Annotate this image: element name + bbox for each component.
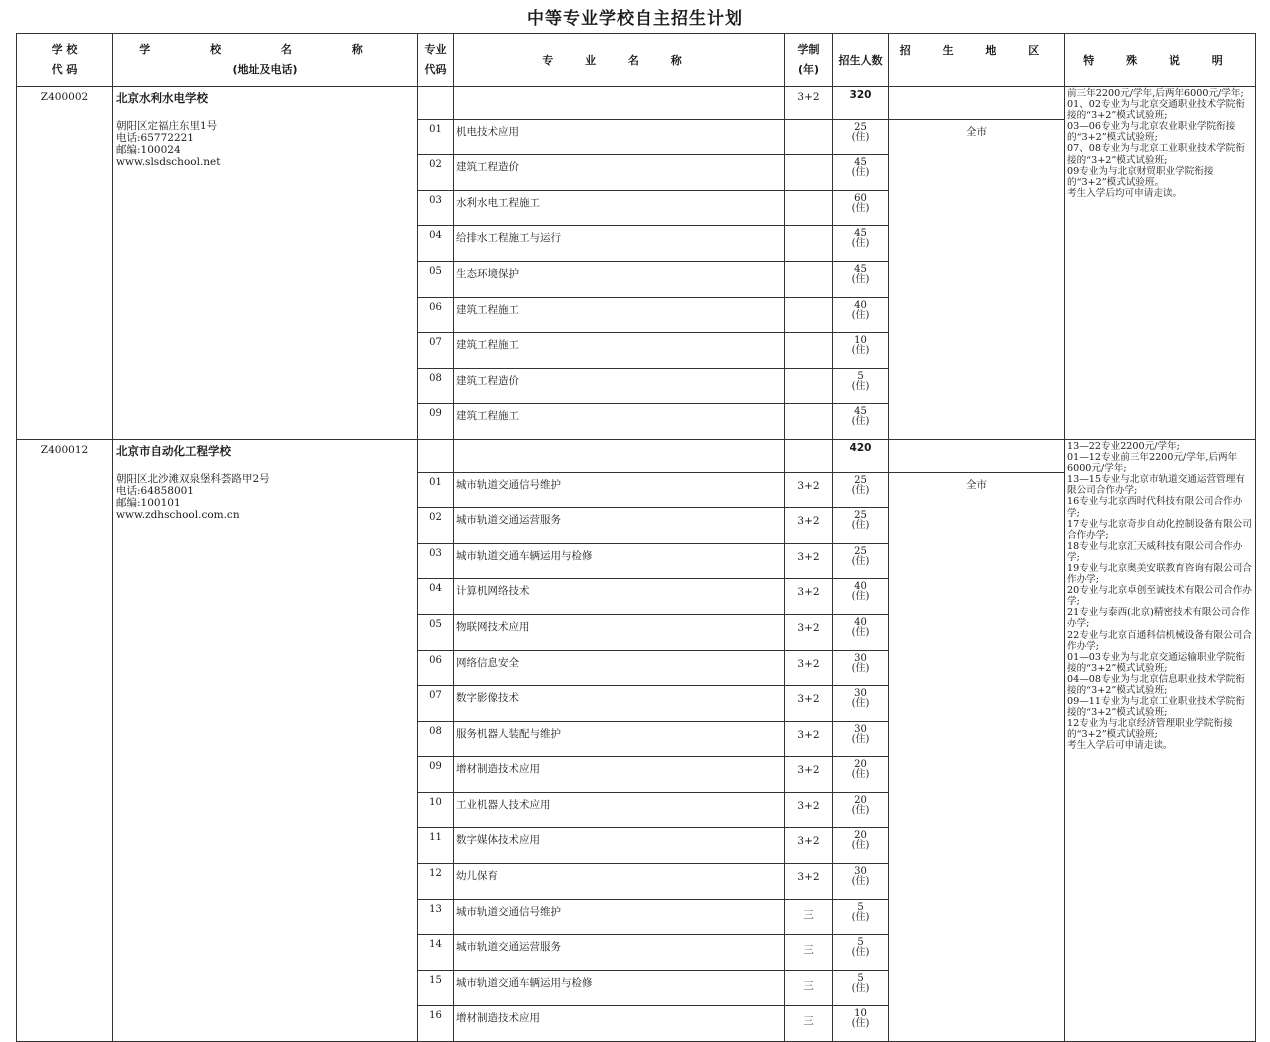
school-summary-row (17, 439, 1256, 472)
major-code: 05 (418, 261, 454, 297)
major-name: 城市轨道交通车辆运用与检修 (454, 543, 785, 579)
header-major-name: 专 业 名 称 (454, 34, 785, 87)
count-value: 25 (854, 545, 867, 557)
page-title: 中等专业学校自主招生计划 (527, 9, 743, 29)
boarding-note: (住) (851, 273, 870, 285)
enroll-region: 全市 (889, 119, 1065, 439)
major-name: 物联网技术应用 (454, 614, 785, 650)
major-name: 给排水工程施工与运行 (454, 226, 785, 262)
enrollment-table (16, 33, 1256, 1042)
major-count (833, 155, 889, 191)
special-notes: 13—22专业2200元/学年; 01—12专业前三年2200元/学年,后两年6000元/学年; 13—15专业与北京市轨道交通运营管理有限公司合作办学; 16专业与北京西时代科技有限公司合作办学; 17专业与北京奇步自动化控制设备有限公司合作办学; 18专业与北京汇天威科技有限公司合作办学; 19专业与北京奥美安联教育咨询有限公司合作办学; 20专业与北京卓创至诚技术有限公司合作办学; 21专业与泰西(北京)精密技术有限公司合作办学; 22专业与北京百通科信机械设备有限公司合作办学; 01—03专业为与北京交通运输职业学院衔接的“3+2”模式试验班; 04—08专业为与北京信息职业技术学院衔接的“3+2”模式试验班; 09—11专业为与北京工业职业技术学院衔接的“3+2”模式试验班; 12专业为与北京经济管理职业学院衔接的“3+2”模式试验班; 考生入学后可申请走读。 (1065, 439, 1256, 1041)
major-code: 03 (418, 543, 454, 579)
major-name: 数字媒体技术应用 (454, 828, 785, 864)
major-name: 增材制造技术应用 (454, 757, 785, 793)
count-value: 5 (857, 937, 864, 949)
boarding-note: (住) (851, 911, 870, 923)
boarding-note: (住) (851, 309, 870, 321)
major-duration (785, 190, 833, 226)
major-duration (785, 261, 833, 297)
major-name: 城市轨道交通运营服务 (454, 508, 785, 544)
boarding-note: (住) (851, 380, 870, 392)
count-value: 40 (854, 616, 867, 628)
major-code: 02 (418, 508, 454, 544)
major-duration: 3+2 (785, 864, 833, 900)
major-code: 06 (418, 297, 454, 333)
major-duration: 3+2 (785, 543, 833, 579)
major-name: 建筑工程造价 (454, 155, 785, 191)
count-value: 45 (854, 228, 867, 240)
count-value: 10 (854, 335, 867, 347)
major-name: 增材制造技术应用 (454, 1006, 785, 1042)
count-value: 45 (854, 263, 867, 275)
count-value: 40 (854, 581, 867, 593)
major-duration: 三 (785, 935, 833, 971)
boarding-note: (住) (851, 662, 870, 674)
major-name: 生态环境保护 (454, 261, 785, 297)
major-name: 城市轨道交通车辆运用与检修 (454, 970, 785, 1006)
major-duration: 3+2 (785, 508, 833, 544)
school-cell (113, 439, 418, 1041)
count-value: 20 (854, 794, 867, 806)
school-code: Z400012 (17, 439, 113, 1041)
major-duration: 3+2 (785, 614, 833, 650)
total-count: 320 (833, 87, 889, 120)
major-duration (785, 155, 833, 191)
major-code: 06 (418, 650, 454, 686)
count-value: 25 (854, 121, 867, 133)
header-school-code: 学 校 代 码 (17, 34, 113, 87)
count-value: 20 (854, 759, 867, 771)
major-count (833, 650, 889, 686)
count-value: 60 (854, 192, 867, 204)
major-count (833, 828, 889, 864)
boarding-note: (住) (851, 698, 870, 710)
school-code: Z400002 (17, 87, 113, 440)
major-code: 08 (418, 368, 454, 404)
boarding-note: (住) (851, 238, 870, 250)
major-code: 11 (418, 828, 454, 864)
major-count (833, 333, 889, 369)
major-name: 建筑工程施工 (454, 297, 785, 333)
major-name: 建筑工程造价 (454, 368, 785, 404)
boarding-note: (住) (851, 626, 870, 638)
major-count (833, 368, 889, 404)
major-duration (785, 297, 833, 333)
major-count (833, 970, 889, 1006)
major-name: 计算机网络技术 (454, 579, 785, 615)
major-count (833, 297, 889, 333)
major-count (833, 864, 889, 900)
major-name: 城市轨道交通信号维护 (454, 899, 785, 935)
school-summary-row (17, 87, 1256, 120)
major-code: 07 (418, 333, 454, 369)
major-duration: 三 (785, 970, 833, 1006)
major-duration (785, 368, 833, 404)
summary-major-code (418, 439, 454, 472)
major-code: 05 (418, 614, 454, 650)
boarding-note: (住) (851, 840, 870, 852)
major-count (833, 119, 889, 155)
count-value: 25 (854, 474, 867, 486)
major-count (833, 899, 889, 935)
major-count (833, 508, 889, 544)
school-cell (113, 87, 418, 440)
school-contact: 朝阳区定福庄东里1号 电话:65772221 邮编:100024 www.slsdschool.net (116, 120, 221, 168)
summary-major-name (454, 439, 785, 472)
table-body (17, 87, 1256, 1042)
boarding-note: (住) (851, 804, 870, 816)
school-name: 北京市自动化工程学校 (116, 443, 231, 458)
major-name: 城市轨道交通信号维护 (454, 472, 785, 508)
major-count (833, 472, 889, 508)
major-name: 服务机器人装配与维护 (454, 721, 785, 757)
boarding-note: (住) (851, 591, 870, 603)
total-count: 420 (833, 439, 889, 472)
special-notes: 前三年2200元/学年,后两年6000元/学年; 01、02专业为与北京交通职业技术学院衔接的“3+2”模式试验班; 03—06专业为与北京农业职业学院衔接的“3+2”模式试验班; 07、08专业为与北京工业职业技术学院衔接的“3+2”模式试验班; 09专业为与北京财贸职业学院衔接的“3+2”模式试验班。 考生入学后均可申请走读。 (1065, 87, 1256, 440)
count-value: 30 (854, 652, 867, 664)
boarding-note: (住) (851, 484, 870, 496)
major-name: 幼儿保育 (454, 864, 785, 900)
major-count (833, 579, 889, 615)
summary-region (889, 87, 1065, 120)
boarding-note: (住) (851, 1018, 870, 1030)
boarding-note: (住) (851, 947, 870, 959)
major-count (833, 721, 889, 757)
major-code: 14 (418, 935, 454, 971)
major-duration: 3+2 (785, 579, 833, 615)
boarding-note: (住) (851, 520, 870, 532)
count-value: 25 (854, 510, 867, 522)
major-duration: 3+2 (785, 650, 833, 686)
major-duration: 三 (785, 1006, 833, 1042)
major-name: 水利水电工程施工 (454, 190, 785, 226)
count-value: 45 (854, 406, 867, 418)
header-notes: 特 殊 说 明 (1065, 34, 1256, 87)
major-name: 城市轨道交通运营服务 (454, 935, 785, 971)
major-count (833, 935, 889, 971)
major-count (833, 226, 889, 262)
major-code: 08 (418, 721, 454, 757)
header-duration: 学制 (年) (785, 34, 833, 87)
major-duration (785, 119, 833, 155)
header-row (17, 34, 1256, 87)
major-duration (785, 226, 833, 262)
count-value: 30 (854, 688, 867, 700)
major-code: 13 (418, 899, 454, 935)
major-duration: 3+2 (785, 757, 833, 793)
summary-major-code (418, 87, 454, 120)
school-contact: 朝阳区北沙滩双泉堡科荟路甲2号 电话:64858001 邮编:100101 www.zdhschool.com.cn (116, 472, 270, 521)
major-duration: 3+2 (785, 828, 833, 864)
major-name: 工业机器人技术应用 (454, 792, 785, 828)
count-value: 10 (854, 1008, 867, 1020)
boarding-note: (住) (851, 167, 870, 179)
boarding-note: (住) (851, 416, 870, 428)
header-school-name: 学 校 名 称 (地址及电话) (113, 34, 418, 87)
major-count (833, 190, 889, 226)
school-name: 北京水利水电学校 (116, 91, 208, 105)
major-count (833, 686, 889, 722)
major-name: 数字影像技术 (454, 686, 785, 722)
major-name: 网络信息安全 (454, 650, 785, 686)
count-value: 5 (857, 370, 864, 382)
count-value: 30 (854, 723, 867, 735)
boarding-note: (住) (851, 131, 870, 143)
header-major-code: 专业 代码 (418, 34, 454, 87)
count-value: 30 (854, 866, 867, 878)
major-duration (785, 333, 833, 369)
count-value: 5 (857, 972, 864, 984)
count-value: 45 (854, 157, 867, 169)
major-code: 04 (418, 579, 454, 615)
major-code: 01 (418, 119, 454, 155)
boarding-note: (住) (851, 733, 870, 745)
major-count (833, 757, 889, 793)
boarding-note: (住) (851, 555, 870, 567)
boarding-note: (住) (851, 982, 870, 994)
major-code: 03 (418, 190, 454, 226)
major-duration: 3+2 (785, 686, 833, 722)
boarding-note: (住) (851, 769, 870, 781)
major-count (833, 543, 889, 579)
major-count (833, 792, 889, 828)
major-code: 15 (418, 970, 454, 1006)
major-code: 12 (418, 864, 454, 900)
major-count (833, 404, 889, 440)
major-code: 01 (418, 472, 454, 508)
major-code: 04 (418, 226, 454, 262)
major-code: 07 (418, 686, 454, 722)
major-count (833, 1006, 889, 1042)
major-duration (785, 404, 833, 440)
boarding-note: (住) (851, 202, 870, 214)
major-code: 02 (418, 155, 454, 191)
major-name: 建筑工程施工 (454, 333, 785, 369)
major-name: 建筑工程施工 (454, 404, 785, 440)
major-name: 机电技术应用 (454, 119, 785, 155)
major-code: 09 (418, 404, 454, 440)
major-duration: 3+2 (785, 472, 833, 508)
major-duration: 3+2 (785, 721, 833, 757)
major-code: 09 (418, 757, 454, 793)
header-enroll-count: 招生人数 (833, 34, 889, 87)
major-code: 16 (418, 1006, 454, 1042)
header-region: 招 生 地 区 (889, 34, 1065, 87)
boarding-note: (住) (851, 876, 870, 888)
count-value: 40 (854, 299, 867, 311)
major-code: 10 (418, 792, 454, 828)
summary-duration: 3+2 (785, 87, 833, 120)
summary-duration (785, 439, 833, 472)
major-duration: 3+2 (785, 792, 833, 828)
summary-major-name (454, 87, 785, 120)
enroll-region: 全市 (889, 472, 1065, 1042)
major-count (833, 614, 889, 650)
major-count (833, 261, 889, 297)
major-duration: 三 (785, 899, 833, 935)
count-value: 5 (857, 901, 864, 913)
summary-region (889, 439, 1065, 472)
count-value: 20 (854, 830, 867, 842)
boarding-note: (住) (851, 345, 870, 357)
